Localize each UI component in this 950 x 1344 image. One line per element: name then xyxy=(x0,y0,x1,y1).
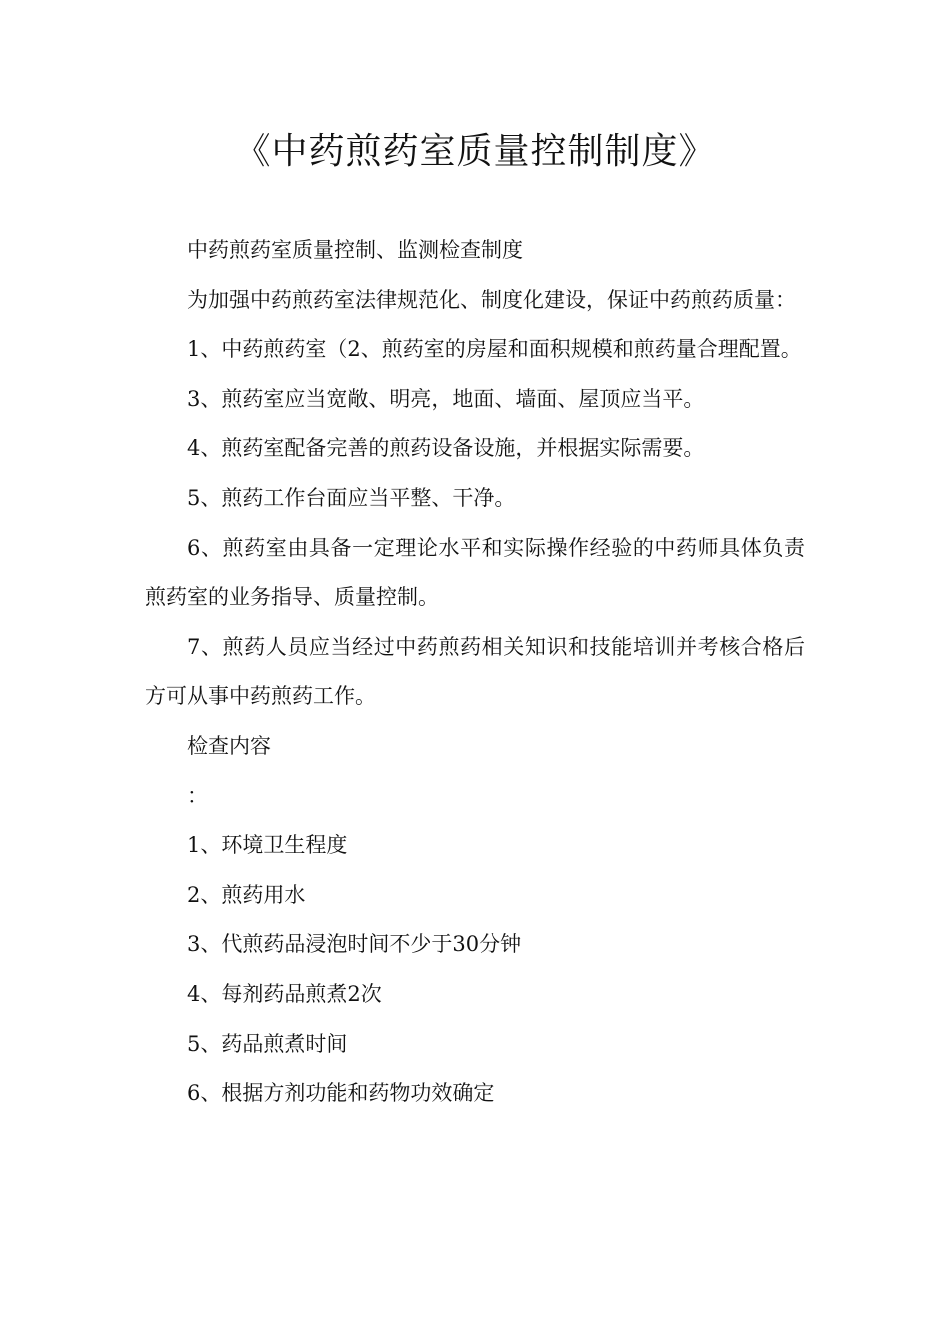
document-title: 《中药煎药室质量控制制度》 xyxy=(234,131,716,172)
paragraph-item-3: 3、煎药室应当宽敞、明亮，地面、墙面、屋顶应当平。 xyxy=(187,386,705,411)
inspection-item-3: 3、代煎药品浸泡时间不少于30分钟 xyxy=(187,932,522,957)
paragraph-item-7: 7、煎药人员应当经过中药煎药相关知识和技能培训并考核合格后方可从事中药煎药工作。 xyxy=(145,634,805,709)
inspection-colon: ： xyxy=(187,783,208,808)
paragraph-item-6: 6、煎药室由具备一定理论水平和实际操作经验的中药师具体负责煎药室的业务指导、质量控制。 xyxy=(145,535,805,610)
inspection-item-6: 6、根据方剂功能和药物功效确定 xyxy=(187,1081,495,1106)
inspection-item-2: 2、煎药用水 xyxy=(187,882,306,907)
paragraph-item-5: 5、煎药工作台面应当平整、干净。 xyxy=(187,485,516,510)
inspection-item-4: 4、每剂药品煎煮2次 xyxy=(187,981,382,1006)
paragraph-item-4: 4、煎药室配备完善的煎药设备设施，并根据实际需要。 xyxy=(187,436,705,461)
inspection-heading: 检查内容 xyxy=(187,733,271,758)
inspection-item-5: 5、药品煎煮时间 xyxy=(187,1031,348,1056)
document-body xyxy=(145,226,805,1119)
paragraph-heading: 中药煎药室质量控制、监测检查制度 xyxy=(187,238,523,262)
inspection-item-1: 1、环境卫生程度 xyxy=(187,833,348,858)
paragraph-intro: 为加强中药煎药室法律规范化、制度化建设，保证中药煎药质量： xyxy=(187,287,796,312)
paragraph-item-1-2: 1、中药煎药室（2、煎药室的房屋和面积规模和煎药量合理配置。 xyxy=(187,337,802,362)
